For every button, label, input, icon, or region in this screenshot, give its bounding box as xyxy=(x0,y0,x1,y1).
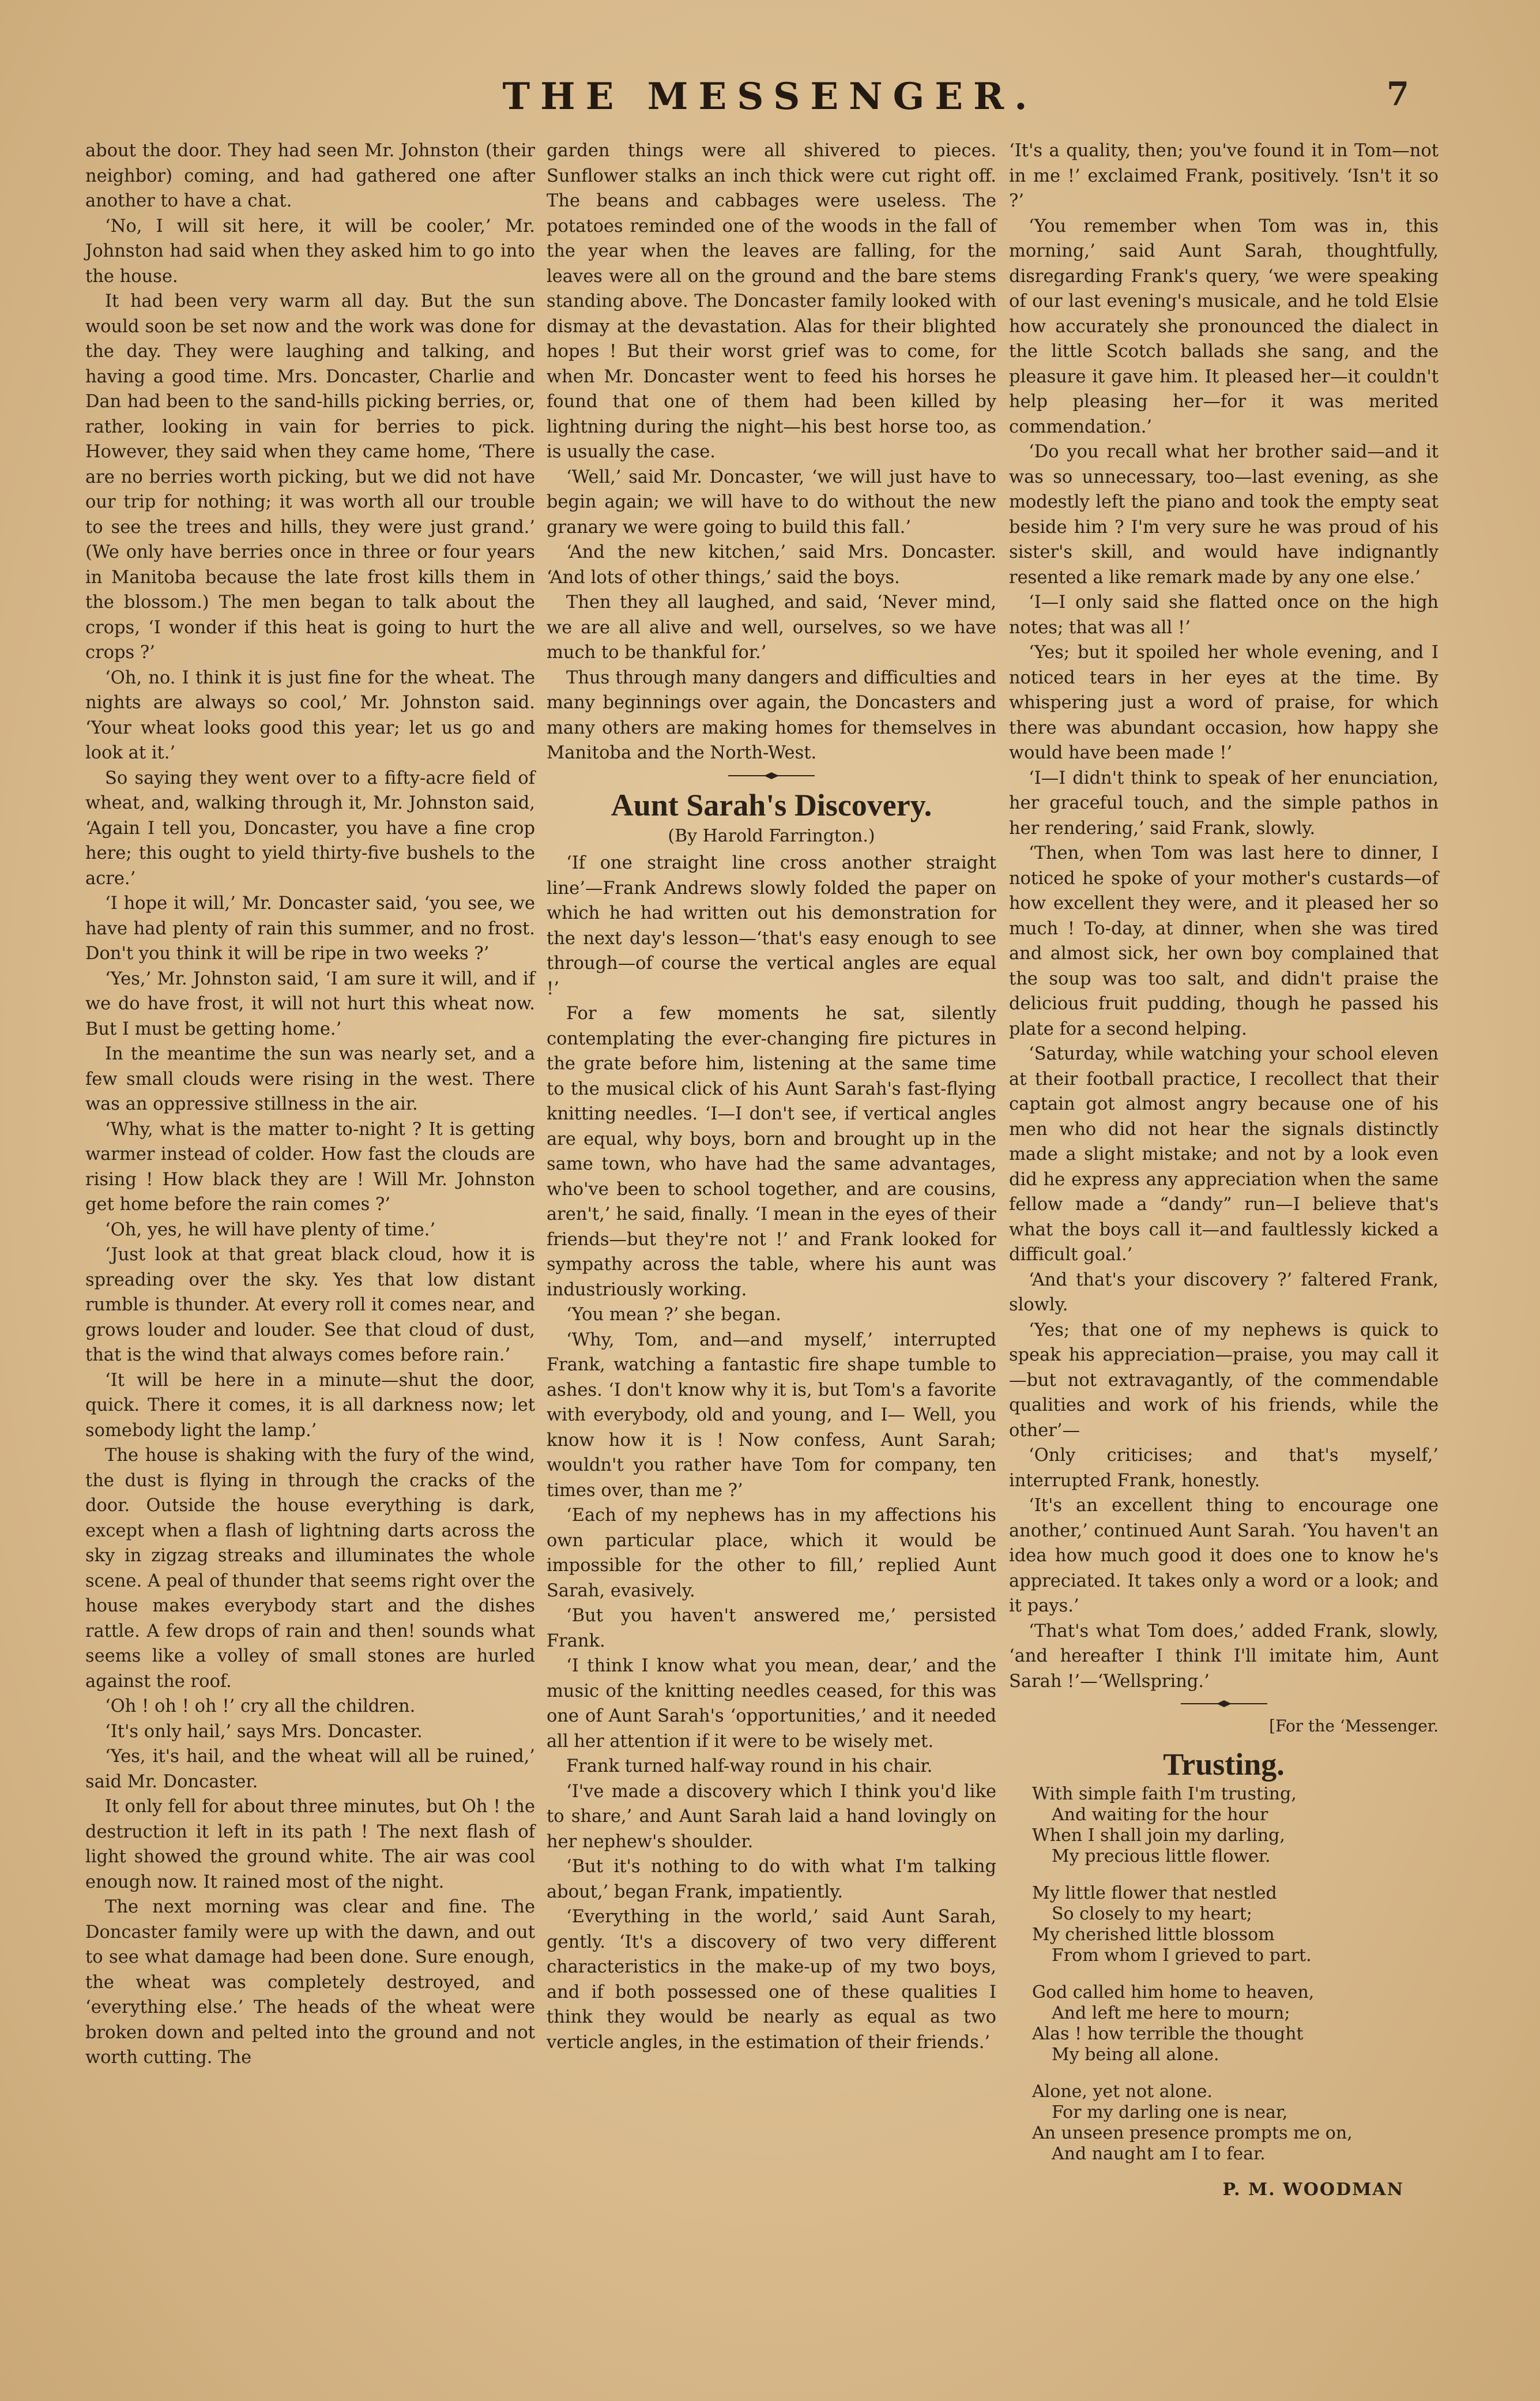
paragraph: ‘Oh ! oh ! oh !’ cry all the children. xyxy=(105,1696,416,1716)
paragraph: ‘Oh, yes, he will have plenty of time.’ xyxy=(105,1219,436,1240)
poem-line: Alone, yet not alone. xyxy=(1032,2081,1213,2102)
paragraph: Then they all laughed, and said, ‘Never mind, we are all alive and well, ourselves, so we have much to be thankful for.’ xyxy=(547,592,996,663)
paragraph: ‘It's a quality, then; you've found it in Tom—not in me !’ exclaimed Frank, positively. ‘Isn't it so ?’ xyxy=(1009,141,1439,211)
column-3 xyxy=(1009,138,1439,2202)
poem xyxy=(1009,1784,1439,2165)
paragraph: Thus through many dangers and difficulties and many beginnings over again, the Doncasters and many others are making homes for themselves in Manitoba and the North-West. xyxy=(547,667,996,763)
poem-line: With simple faith I'm trusting, xyxy=(1032,1783,1297,1804)
paragraph: ‘But it's nothing to do with what I'm talking about,’ began Frank, impatiently. xyxy=(547,1857,996,1902)
page-number: 7 xyxy=(1387,75,1409,113)
poem-line: For my darling one is near, xyxy=(1052,2102,1288,2122)
poem-line: Alas ! how terrible the thought xyxy=(1032,2023,1304,2044)
paragraph: ‘Just look at that great black cloud, how it is spreading over the sky. Yes that low distant rumble is thunder. At every roll it comes near, and grows louder and louder. See that cloud of dust, that is the wind that always comes before rain.’ xyxy=(85,1245,535,1365)
paragraph: ‘I think I know what you mean, dear,’ and the music of the knitting needles ceased, for this was one of Aunt Sarah's ‘opportunities,’ and it needed all her attention if it were to be wisely met. xyxy=(547,1656,996,1752)
paragraph: ‘No, I will sit here, it will be cooler,’ Mr. Johnston had said when they asked him to go into the house. xyxy=(85,216,535,287)
paragraph: ‘Yes; that one of my nephews is quick to speak his appreciation—praise, you may call it—but not extravagantly, of the commendable qualities and work of his friends, while the other’— xyxy=(1009,1320,1439,1441)
paragraph: The house is shaking with the fury of the wind, the dust is flying in through the cracks of the door. Outside the house everything is dark, except when a flash of lightning darts across the sky in zigzag streaks and illuminates the whole scene. A peal of thunder that seems right over the house makes everybody start and the dishes rattle. A few drops of rain and then! sounds what seems like a volley of small stones are hurled against the roof. xyxy=(85,1445,535,1692)
paragraph: ‘I—I only said she flatted once on the high notes; that was all !’ xyxy=(1009,592,1439,638)
poem-line: God called him home to heaven, xyxy=(1032,1982,1315,2002)
paragraph: ‘Why, Tom, and—and myself,’ interrupted Frank, watching a fantastic fire shape tumble to ashes. ‘I don't know why it is, but Tom's a favorite with everybody, old and young, and I— Well, you know how it is ! Now confess, Aunt Sarah; wouldn't you rather have Tom for company, ten times over, than me ?’ xyxy=(547,1329,996,1501)
poem-line: When I shall join my darling, xyxy=(1032,1825,1285,1846)
paragraph: ‘You remember when Tom was in, this morning,’ said Aunt Sarah, thoughtfully, disregarding Frank's query, ‘we were speaking of our last evening's musicale, and he told Elsie how accurately she pronounced the dialect in the little Scotch ballads she sang, and the pleasure it gave him. It pleased her—it couldn't help pleasing her—for it was merited commendation.’ xyxy=(1009,216,1439,437)
paragraph: ‘Each of my nephews has in my affections his own particular place, which it would be impossible for the other to fill,’ replied Aunt Sarah, evasively. xyxy=(547,1505,996,1601)
paragraph: ‘Do you recall what her brother said—and it was so unnecessary, too—last evening, as she modestly left the piano and took the empty seat beside him ? I'm very sure he was proud of his sister's skill, and would have indignantly resented a like remark made by any one else.’ xyxy=(1009,442,1439,588)
poem-title: Trusting. xyxy=(1163,1746,1285,1782)
poem-line: My precious little flower. xyxy=(1052,1846,1271,1866)
paragraph: ‘And that's your discovery ?’ faltered Frank, slowly. xyxy=(1009,1269,1439,1315)
poem-line: My being all alone. xyxy=(1052,2044,1219,2065)
poem-line: And waiting for the hour xyxy=(1052,1804,1268,1825)
byline: (By Harold Farrington.) xyxy=(668,825,875,846)
column-2 xyxy=(547,138,996,2055)
poem-line: And naught am I to fear. xyxy=(1052,2143,1266,2164)
section-divider xyxy=(1009,1700,1439,1708)
poem-stanza xyxy=(1032,1982,1439,2065)
poem-line: My cherished little blossom xyxy=(1032,1924,1275,1945)
paragraph: ‘Well,’ said Mr. Doncaster, ‘we will just have to begin again; we will have to do without the new granary we were going to build this fall.’ xyxy=(547,467,996,538)
poem-line: From whom I grieved to part. xyxy=(1052,1945,1312,1966)
paragraph: ‘Oh, no. I think it is just fine for the wheat. The nights are always so cool,’ Mr. Johnston said. ‘Your wheat looks good this year; let us go and look at it.’ xyxy=(85,667,535,763)
paragraph: ‘I—I didn't think to speak of her enunciation, her graceful touch, and the simple pathos in her rendering,’ said Frank, slowly. xyxy=(1009,768,1439,839)
poem-credit: [For the ‘Messenger. xyxy=(1269,1716,1439,1735)
paragraph: ‘But you haven't answered me,’ persisted Frank. xyxy=(547,1606,996,1651)
paragraph: ‘And the new kitchen,’ said Mrs. Doncaster. ‘And lots of other things,’ said the boys. xyxy=(547,542,996,588)
masthead: THE MESSENGER. xyxy=(502,75,1038,118)
poem-author: P. M. WOODMAN xyxy=(1222,2179,1404,2200)
paragraph: ‘I've made a discovery which I think you'd like to share,’ and Aunt Sarah laid a hand lovingly on her nephew's shoulder. xyxy=(547,1781,996,1852)
paragraph: In the meantime the sun was nearly set, and a few small clouds were rising in the west. There was an oppressive stillness in the air. xyxy=(85,1044,535,1114)
paragraph: It had been very warm all day. But the sun would soon be set now and the work was done for the day. They were laughing and talking, and having a good time. Mrs. Doncaster, Charlie and Dan had been to the sand-hills picking berries, or, rather, looking in vain for berries to pick. However, they said when they came home, ‘There are no berries worth picking, but we did not have our trip for nothing; it was worth all our trouble to see the trees and hills, they were just grand.’ (We only have berries once in three or four years in Manitoba because the late frost kills them in the blossom.) The men began to talk about the crops, ‘I wonder if this heat is going to hurt the crops ?’ xyxy=(85,291,535,663)
paragraph: ‘Everything in the world,’ said Aunt Sarah, gently. ‘It's a discovery of two very different characteristics in the make-up of my two boys, and if both possessed one of these qualities I think they would be nearly as equal as two verticle angles, in the estimation of their friends.’ xyxy=(547,1907,996,2053)
paragraph: ‘Yes,’ Mr. Johnston said, ‘I am sure it will, and if we do have frost, it will not hurt this wheat now. But I must be getting home.’ xyxy=(85,968,535,1039)
paragraph: ‘You mean ?’ she began. xyxy=(566,1305,781,1325)
story-title: Aunt Sarah's Discovery. xyxy=(611,787,932,822)
paragraph: ‘It's only hail,’ says Mrs. Doncaster. xyxy=(105,1721,423,1742)
poem-stanza xyxy=(1032,1883,1439,1966)
paragraph: The next morning was clear and fine. The Doncaster family were up with the dawn, and out to see what damage had been done. Sure enough, the wheat was completely destroyed, and ‘everything else.’ The heads of the wheat were broken down and pelted into the ground and not worth cutting. The xyxy=(85,1897,535,2068)
poem-line: My little flower that nestled xyxy=(1032,1883,1277,1903)
paragraph: about the door. They had seen Mr. Johnston (their neighbor) coming, and had gathered one after another to have a chat. xyxy=(85,141,535,211)
paragraph: It only fell for about three minutes, but Oh ! the destruction it left in its path ! The next flash of light showed the ground white. The air was cool enough now. It rained most of the night. xyxy=(85,1797,535,1892)
paragraph: ‘Yes; but it spoiled her whole evening, and I noticed tears in her eyes at the time. By whispering just a word of praise, for which there was abundant occasion, how happy she would have been made !’ xyxy=(1009,642,1439,763)
paragraph: Frank turned half-way round in his chair. xyxy=(566,1756,933,1776)
paragraph: ‘Then, when Tom was last here to dinner, I noticed he spoke of your mother's custards—of how excellent they were, and it pleased her so much ! To-day, at dinner, when she was tired and almost sick, her own boy complained that the soup was too salt, and didn't praise the delicious fruit pudding, though he passed his plate for a second helping. xyxy=(1009,843,1439,1039)
paragraph: ‘It will be here in a minute—shut the door, quick. There it comes, it is all darkness now; let somebody light the lamp.’ xyxy=(85,1370,535,1441)
poem-stanza xyxy=(1032,1784,1439,1867)
poem-line: And left me here to mourn; xyxy=(1052,2002,1290,2023)
paragraph: So saying they went over to a fifty-acre field of wheat, and, walking through it, Mr. Johnston said, ‘Again I tell you, Doncaster, you have a fine crop here; this ought to yield thirty-five bushels to the acre.’ xyxy=(85,768,535,889)
column-1 xyxy=(85,138,535,2071)
paragraph: garden things were all shivered to pieces. Sunflower stalks an inch thick were cut right off. The beans and cabbages were useless. The potatoes reminded one of the woods in the fall of the year when the leaves are falling, for the leaves were all on the ground and the bare stems standing above. The Doncaster family looked with dismay at the devastation. Alas for their blighted hopes ! But their worst grief was to come, for when Mr. Doncaster went to feed his horses he found that one of them had been killed by lightning during the night—his best horse too, as is usually the case. xyxy=(547,141,996,462)
poem-stanza xyxy=(1032,2081,1439,2165)
section-divider xyxy=(547,772,996,780)
poem-line: So closely to my heart; xyxy=(1052,1903,1252,1924)
paragraph: ‘If one straight line cross another straight line’—Frank Andrews slowly folded the paper on which he had written out his demonstration for the next day's lesson—‘that's easy enough to see through—of course the vertical angles are equal !’ xyxy=(547,853,996,999)
poem-line: An unseen presence prompts me on, xyxy=(1032,2122,1353,2143)
paragraph: ‘That's what Tom does,’ added Frank, slowly, ‘and hereafter I think I'll imitate him, Aunt Sarah !’—‘Wellspring.’ xyxy=(1009,1621,1439,1692)
paragraph: ‘Only criticises; and that's myself,’ interrupted Frank, honestly. xyxy=(1009,1445,1439,1491)
paragraph: ‘Why, what is the matter to-night ? It is getting warmer instead of colder. How fast the clouds are rising ! How black they are ! Will Mr. Johnston get home before the rain comes ?’ xyxy=(85,1119,535,1215)
paragraph: For a few moments he sat, silently contemplating the ever-changing fire pictures in the grate before him, listening at the same time to the musical click of his Aunt Sarah's fast-flying knitting needles. ‘I—I don't see, if vertical angles are equal, why boys, born and brought up in the same town, who have had the same advantages, who've been to school together, and are cousins, aren't,’ he said, finally. ‘I mean in the eyes of their friends—but they're not !’ and Frank looked for sympathy across the table, where his aunt was industriously working. xyxy=(547,1004,996,1300)
paragraph: ‘Saturday, while watching your school eleven at their football practice, I recollect that their captain got almost angry because one of his men who did not hear the signals distinctly made a slight mistake; and not by a look even did he express any appreciation when the same fellow made a “dandy” run—I believe that's what the boys call it—and faultlessly kicked a difficult goal.’ xyxy=(1009,1044,1439,1265)
paragraph: ‘Yes, it's hail, and the wheat will all be ruined,’ said Mr. Doncaster. xyxy=(85,1746,535,1792)
paragraph: ‘It's an excellent thing to encourage one another,’ continued Aunt Sarah. ‘You haven't an idea how much good it does one to know he's appreciated. It takes only a word or a look; and it pays.’ xyxy=(1009,1496,1439,1616)
paragraph: ‘I hope it will,’ Mr. Doncaster said, ‘you see, we have had plenty of rain this summer, and no frost. Don't you think it will be ripe in two weeks ?’ xyxy=(85,893,535,964)
